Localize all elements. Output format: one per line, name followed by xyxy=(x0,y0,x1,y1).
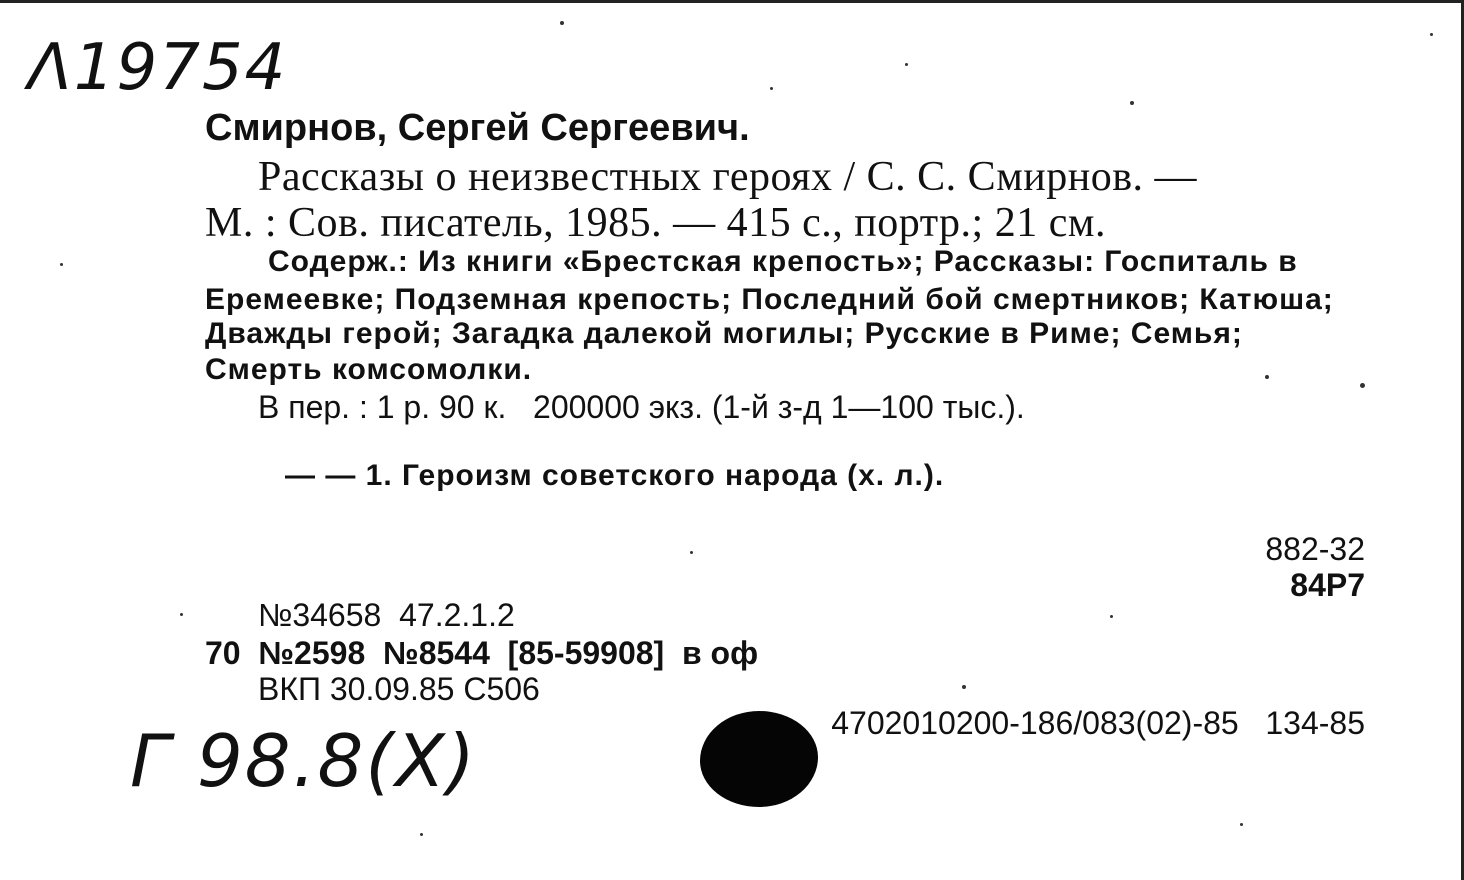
speck xyxy=(962,685,966,689)
speck xyxy=(1110,615,1113,618)
ink-blot xyxy=(700,711,818,807)
author-heading: Смирнов, Сергей Сергеевич. xyxy=(205,107,750,149)
speck xyxy=(180,613,183,616)
subject-heading-line: — — 1. Героизм советского народа (х. л.). xyxy=(285,459,945,492)
registration-line: ВКП 30.09.85 С506 xyxy=(258,671,540,707)
speck xyxy=(1130,101,1134,105)
speck xyxy=(1240,823,1243,826)
price-line: В пер. : 1 р. 90 к. 200000 экз. (1-й з-д 1—100 тыс.). xyxy=(258,389,1025,425)
handwritten-inventory-number: Λ19754 xyxy=(28,31,288,105)
speck xyxy=(770,87,773,90)
class-code-2: 84Р7 xyxy=(1290,567,1365,603)
speck xyxy=(1360,383,1365,388)
contents-line-4: Смерть комсомолки. xyxy=(205,353,533,386)
speck xyxy=(905,63,908,66)
speck xyxy=(690,551,693,554)
contents-line-1: Содерж.: Из книги «Брестская крепость»; Рассказы: Госпиталь в xyxy=(268,245,1298,278)
speck xyxy=(420,833,423,836)
bibliographic-code-line: 4702010200-186/083(02)-85 134-85 xyxy=(831,705,1365,741)
class-code-1: 882-32 xyxy=(1265,531,1365,567)
speck xyxy=(60,263,63,266)
print-run-line: 70 №2598 №8544 [85-59908] в оф xyxy=(205,635,759,671)
contents-line-3: Дважды герой; Загадка далекой могилы; Русские в Риме; Семья; xyxy=(205,317,1243,350)
speck xyxy=(560,21,564,25)
title-line-1: Рассказы о неизвестных героях / С. С. Смирнов. — xyxy=(258,154,1198,200)
speck xyxy=(1430,33,1433,36)
contents-line-2: Еремеевке; Подземная крепость; Последний бой смертников; Катюша; xyxy=(205,283,1334,316)
record-number-line: №34658 47.2.1.2 xyxy=(258,597,515,633)
speck xyxy=(1265,375,1269,379)
publication-line: М. : Сов. писатель, 1985. — 415 с., портр.; 21 см. xyxy=(205,200,1106,246)
handwritten-shelf-code: Г 98.8(Х) xyxy=(130,719,477,803)
